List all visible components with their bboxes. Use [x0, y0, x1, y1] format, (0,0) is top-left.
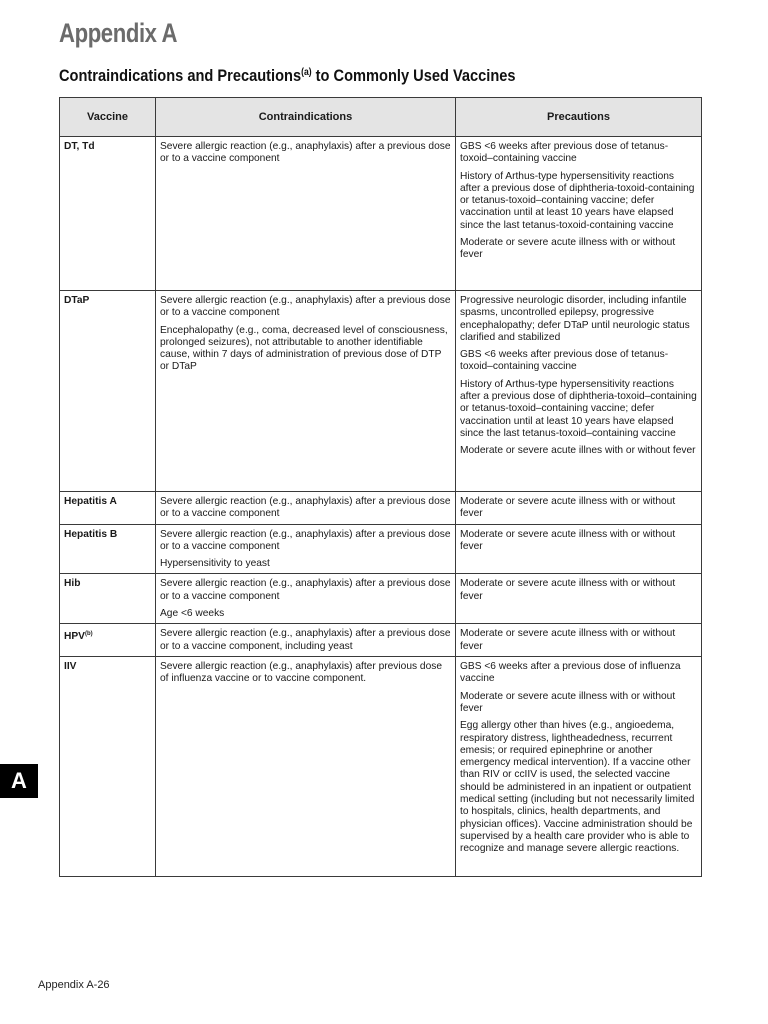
vaccine-table	[59, 97, 702, 877]
table-row	[60, 624, 702, 657]
vaccine-name-cell	[60, 137, 156, 291]
precautions-cell	[456, 492, 702, 525]
contraindication-text: Hypersensitivity to yeast	[160, 558, 270, 570]
vaccine-name-cell	[60, 624, 156, 657]
table-body	[60, 137, 702, 877]
precaution-text: Egg allergy other than hives (e.g., angioedema, respiratory distress, lightheadedness, recurrent emesis; or required epinephrine or another emergency medical intervention). If a vaccine other than RIV or ccIIV is used, the selected vaccine should be administered in an inpatient or outpatient medical setting (including but not necessarily limited to hospitals, clinics, health departments, and physician offices). Vaccine administration should be supervised by a health care provider who is able to recognize and manage severe allergic reactions.	[460, 720, 695, 855]
vaccine-name-cell	[60, 492, 156, 525]
contraindication-text: Severe allergic reaction (e.g., anaphylaxis) after a previous dose or to a vaccine component	[160, 578, 451, 602]
contraindication-text: Severe allergic reaction (e.g., anaphylaxis) after a previous dose or to a vaccine component	[160, 528, 451, 552]
vaccine-name: Hepatitis A	[64, 496, 117, 507]
vaccine-name-cell	[60, 657, 156, 877]
precautions-cell	[456, 524, 702, 574]
page-title	[59, 66, 516, 86]
precaution-text: History of Arthus-type hypersensitivity reactions after a previous dose of diphtheria-toxoid–containing or tetanus-toxoid–containing vaccine; defer vaccination until at least 10 years have elapsed since the last tetanus-toxoid–containing vaccine	[460, 378, 697, 439]
contraindication-text: Severe allergic reaction (e.g., anaphylaxis) after a previous dose or to a vaccine component	[160, 295, 451, 319]
vaccine-name: IIV	[64, 661, 77, 673]
precautions-cell	[456, 291, 702, 492]
table-header-row	[60, 98, 702, 137]
precautions-cell	[456, 657, 702, 877]
precaution-text: GBS <6 weeks after previous dose of tetanus-toxoid–containing vaccine	[460, 141, 669, 165]
precaution-text: Moderate or severe acute illness with or without fever	[460, 237, 676, 261]
vaccine-name-cell	[60, 524, 156, 574]
precaution-text: Progressive neurologic disorder, including infantile spasms, uncontrolled epilepsy, progressive encephalopathy; defer DTaP until neurologic status clarified and stabilized	[460, 295, 690, 343]
contraindication-text: Severe allergic reaction (e.g., anaphylaxis) after a previous dose or to a vaccine component	[160, 141, 451, 165]
contraindications-cell	[156, 624, 456, 657]
precaution-text: GBS <6 weeks after a previous dose of influenza vaccine	[460, 661, 681, 685]
precaution-text: History of Arthus-type hypersensitivity reactions after a previous dose of diphtheria-toxoid-containing or tetanus-toxoid–containing vaccine; defer vaccination until at least 10 years have elapsed since the last tetanus-toxoid-containing vaccine	[460, 170, 695, 231]
precaution-text: Moderate or severe acute illnes with or without fever	[460, 445, 696, 457]
table-row	[60, 574, 702, 624]
table-row	[60, 492, 702, 525]
contraindications-cell	[156, 574, 456, 624]
table-row	[60, 657, 702, 877]
precaution-text: Moderate or severe acute illness with or without fever	[460, 690, 676, 714]
precaution-text: Moderate or severe acute illness with or without fever	[460, 528, 676, 552]
precaution-text: Moderate or severe acute illness with or without fever	[460, 628, 676, 652]
page-title-rest: to Commonly Used Vaccines	[311, 66, 516, 85]
header-vaccine: Vaccine	[60, 98, 156, 137]
header-precautions: Precautions	[456, 98, 702, 137]
precaution-text: GBS <6 weeks after previous dose of tetanus-toxoid–containing vaccine	[460, 349, 669, 373]
contraindications-cell	[156, 291, 456, 492]
vaccine-name: Hib	[64, 578, 81, 590]
vaccine-name-cell	[60, 574, 156, 624]
contraindications-cell	[156, 137, 456, 291]
contraindication-text: Severe allergic reaction (e.g., anaphylaxis) after a previous dose or to a vaccine component, including yeast	[160, 628, 451, 652]
page-title-footnote-ref: (a)	[301, 67, 312, 78]
contraindications-cell	[156, 657, 456, 877]
vaccine-name: Hepatitis B	[64, 528, 118, 540]
contraindication-text: Age <6 weeks	[160, 608, 225, 620]
vaccine-name-cell	[60, 291, 156, 492]
table-row	[60, 291, 702, 492]
contraindications-cell	[156, 492, 456, 525]
vaccine-footnote-ref: (b)	[84, 631, 93, 638]
precautions-cell	[456, 574, 702, 624]
contraindication-text: Severe allergic reaction (e.g., anaphylaxis) after previous dose of influenza vaccine or to vaccine component.	[160, 661, 443, 685]
table-row	[60, 524, 702, 574]
vaccine-name: DT, Td	[64, 141, 95, 152]
precaution-text: Moderate or severe acute illness with or without fever	[460, 578, 676, 602]
precautions-cell	[456, 137, 702, 291]
page-footer: Appendix A-26	[38, 979, 110, 991]
precautions-cell	[456, 624, 702, 657]
contraindications-cell	[156, 524, 456, 574]
vaccine-name: HPV	[64, 631, 85, 643]
table-row	[60, 137, 702, 291]
appendix-side-tab: A	[0, 764, 38, 798]
appendix-title: Appendix A	[59, 18, 178, 48]
page-title-main: Contraindications and Precautions	[59, 66, 302, 85]
contraindication-text: Encephalopathy (e.g., coma, decreased level of consciousness, prolonged seizures), not attributable to another identifiable cause, within 7 days of administration of previous dose of DTP or DTaP	[160, 324, 448, 373]
header-contraindications: Contraindications	[156, 98, 456, 137]
vaccine-name: DTaP	[64, 295, 90, 306]
precaution-text: Moderate or severe acute illness with or without fever	[460, 496, 676, 520]
contraindication-text: Severe allergic reaction (e.g., anaphylaxis) after a previous dose or to a vaccine component	[160, 496, 451, 520]
